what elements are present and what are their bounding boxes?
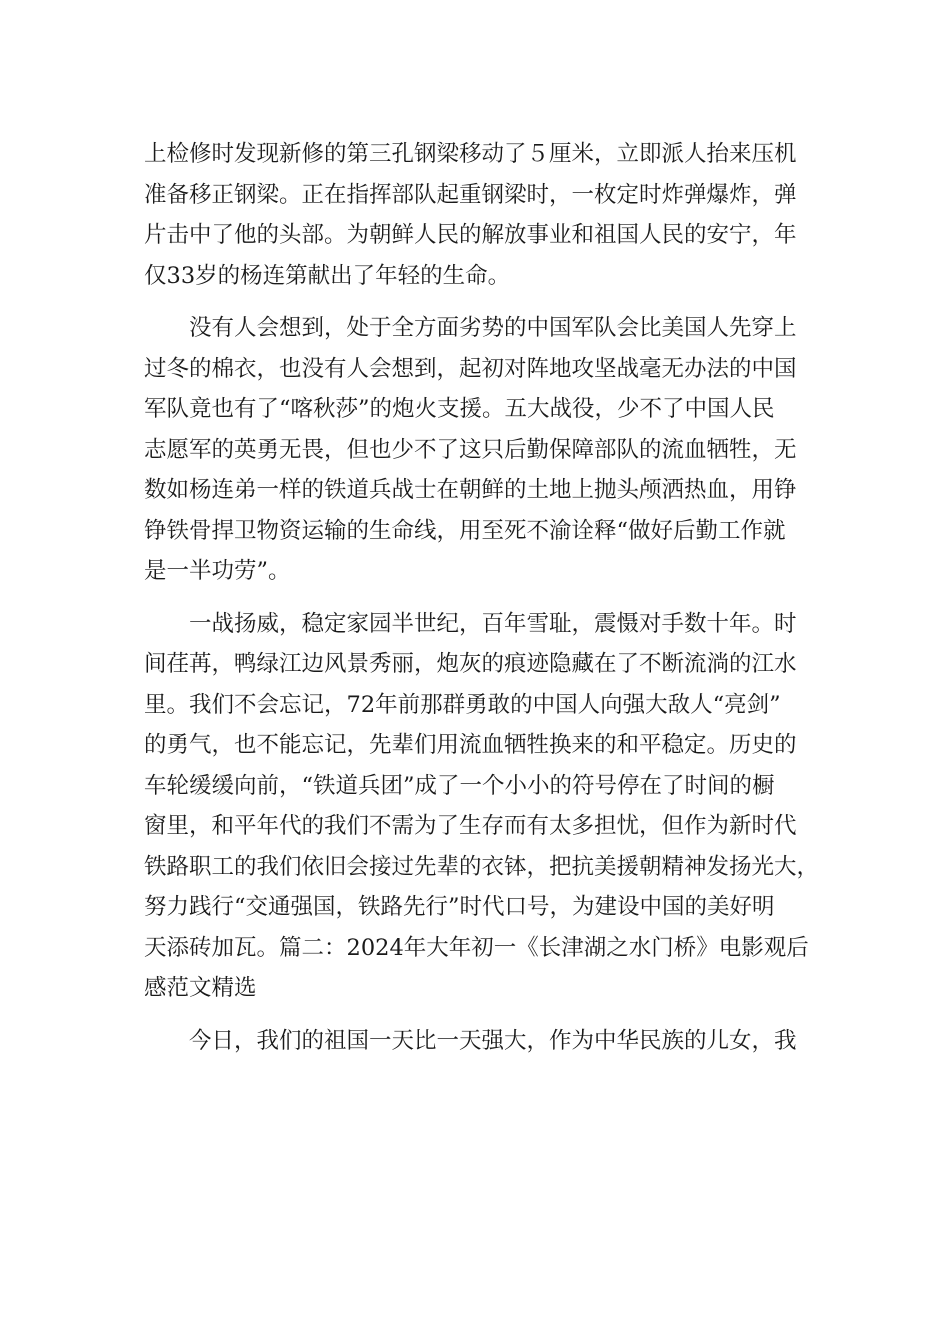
text-line: 天添砖加瓦。篇二：2024年大年初一《长津湖之水门桥》电影观后 [144, 934, 809, 961]
text-line: 片击中了他的头部。为朝鲜人民的解放事业和祖国人民的安宁，年 [144, 222, 797, 248]
text-line: 铁路职工的我们依旧会接过先辈的衣钵，把抗美援朝精神发扬光大， [144, 853, 820, 880]
paragraph-railway-spirit [144, 604, 824, 1009]
text-line: 今日，我们的祖国一天比一天强大，作为中华民族的儿女，我 [189, 1027, 797, 1054]
text-line: 仅33岁的杨连第献出了年轻的生命。 [144, 262, 511, 289]
text-line: 努力践行“交通强国，铁路先行”时代口号，为建设中国的美好明 [144, 894, 775, 920]
text-line: 一战扬威，稳定家园半世纪，百年雪耻，震慑对手数十年。时 [189, 610, 797, 637]
text-line: 是一半功劳”。 [144, 558, 291, 584]
text-line: 间荏苒，鸭绿江边风景秀丽，炮灰的痕迹隐藏在了不断流淌的江水 [144, 651, 797, 677]
text-line: 感范文精选 [144, 975, 257, 1001]
paragraph-logistics [144, 308, 824, 592]
paragraph-yang-liandi-sacrifice [144, 134, 824, 296]
document-body [144, 134, 824, 1061]
text-line: 铮铁骨捍卫物资运输的生命线，用至死不渝诠释“做好后勤工作就 [144, 517, 786, 544]
text-line: 志愿军的英勇无畏，但也少不了这只后勤保障部队的流血牺牲，无 [144, 436, 797, 463]
text-line: 军队竟也有了“喀秋莎”的炮火支援。五大战役，少不了中国人民 [144, 396, 775, 422]
text-line: 准备移正钢梁。正在指挥部队起重钢梁时，一枚定时炸弹爆炸，弹 [144, 181, 797, 208]
text-line: 上检修时发现新修的第三孔钢梁移动了５厘米，立即派人抬来压机 [144, 141, 797, 167]
text-line: 车轮缓缓向前，“铁道兵团”成了一个小小的符号停在了时间的橱 [144, 772, 775, 799]
paragraph-today [144, 1021, 824, 1062]
text-line: 的勇气，也不能忘记，先辈们用流血牺牲换来的和平稳定。历史的 [144, 732, 797, 758]
text-line: 窗里，和平年代的我们不需为了生存而有太多担忧，但作为新时代 [144, 813, 797, 839]
text-line: 数如杨连弟一样的铁道兵战士在朝鲜的土地上抛头颅洒热血，用铮 [144, 477, 797, 503]
text-line: 没有人会想到，处于全方面劣势的中国军队会比美国人先穿上 [189, 315, 797, 341]
text-line: 里。我们不会忘记，72年前那群勇敢的中国人向强大敌人“亮剑” [144, 691, 781, 718]
text-line: 过冬的棉衣，也没有人会想到，起初对阵地攻坚战毫无办法的中国 [144, 355, 797, 382]
